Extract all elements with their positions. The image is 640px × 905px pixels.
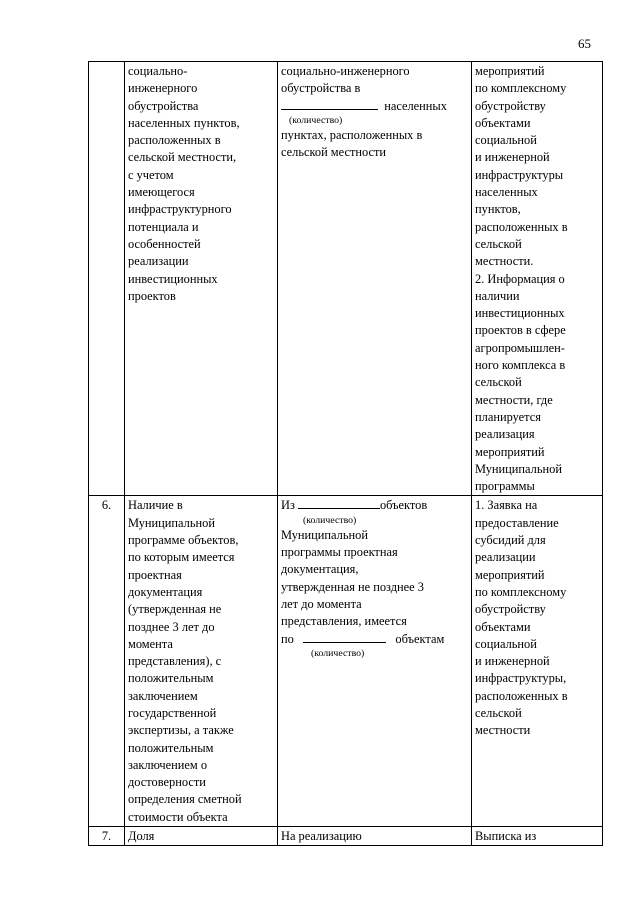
cell-line: социальной — [475, 636, 537, 651]
cell-line: местности, где — [475, 392, 553, 407]
cell-line: сельской — [475, 705, 522, 720]
page-number: 65 — [578, 36, 591, 51]
cell-line: положительным — [128, 671, 214, 686]
cell-line: планируется — [475, 409, 541, 424]
value-line-blank: Из объектов — [281, 498, 428, 513]
cell-line: расположенных в — [475, 219, 568, 234]
cell-line: предоставление — [475, 515, 559, 530]
cell-line: программы — [475, 479, 535, 494]
cell-line: проектов в сфере — [475, 323, 566, 338]
cell-line: заключением о — [128, 757, 208, 772]
blank-caption: (количество) — [303, 514, 357, 526]
blank-caption: (количество) — [289, 114, 343, 126]
cell-line: Наличие в — [128, 498, 183, 513]
row-number-cell — [89, 62, 125, 496]
cell-line: с учетом — [128, 167, 174, 182]
cell-line: по комплексному — [475, 584, 567, 599]
cell-line: инвестиционных — [128, 271, 218, 286]
cell-line: потенциала и — [128, 219, 199, 234]
cell-line: обустройству — [475, 602, 546, 617]
value-line: сельской местности — [281, 145, 387, 160]
value-line: лет до момента — [281, 596, 362, 611]
blank-underline — [303, 631, 386, 643]
cell-line: по комплексному — [475, 81, 567, 96]
cell-line: положительным — [128, 740, 214, 755]
cell-line: пунктов, — [475, 202, 521, 217]
value-line: программы проектная — [281, 545, 398, 560]
cell-line: агропромышлен- — [475, 340, 565, 355]
cell-line: мероприятий — [475, 64, 545, 78]
value-cell — [278, 62, 472, 496]
cell-line: (утвержденная не — [128, 602, 222, 617]
value-line-blank: по объектам — [281, 631, 445, 646]
cell-line: инфраструктуры, — [475, 671, 567, 686]
cell-line: мероприятий — [475, 567, 545, 582]
documents-cell: Выписка из — [472, 827, 603, 846]
cell-line: момента — [128, 636, 173, 651]
value-line: представления, имеется — [281, 614, 407, 629]
cell-line: и инженерной — [475, 150, 550, 165]
cell-line: экспертизы, а также — [128, 723, 234, 738]
value-line: Муниципальной — [281, 527, 368, 542]
cell-line: программе объектов, — [128, 533, 239, 548]
cell-line: определения сметной — [128, 792, 242, 807]
cell-line: местности. — [475, 254, 534, 269]
cell-line: Муниципальной — [128, 515, 215, 530]
table-row — [89, 496, 603, 827]
cell-line: сельской — [475, 236, 522, 251]
value-line: пунктах, расположенных в — [281, 127, 423, 142]
value-line: социально-инженерного — [281, 64, 410, 78]
value-line: утвержденная не позднее 3 — [281, 579, 424, 594]
value-cell — [278, 496, 472, 827]
cell-line: сельской местности, — [128, 150, 237, 165]
cell-line: субсидий для — [475, 533, 546, 548]
cell-line: инфраструктурного — [128, 202, 232, 217]
value-line: документация, — [281, 562, 359, 577]
cell-line: 2. Информация о — [475, 271, 565, 286]
cell-line: населенных пунктов, — [128, 115, 240, 130]
cell-line: реализация — [475, 427, 535, 442]
cell-line: и инженерной — [475, 654, 550, 669]
table-row — [89, 62, 603, 496]
cell-line: сельской — [475, 375, 522, 390]
cell-line: инфраструктуры — [475, 167, 564, 182]
cell-line: мероприятий — [475, 444, 545, 459]
cell-line: Муниципальной — [475, 461, 562, 476]
cell-line: стоимости объекта — [128, 809, 228, 824]
cell-line: обустройства — [128, 98, 199, 113]
value-line: обустройства в — [281, 81, 361, 96]
cell-line: имеющегося — [128, 185, 195, 200]
cell-line: 1. Заявка на — [475, 498, 538, 513]
cell-line: достоверности — [128, 775, 206, 790]
documents-cell — [472, 62, 603, 496]
blank-caption: (количество) — [311, 647, 365, 659]
cell-line: местности — [475, 723, 531, 738]
cell-line: государственной — [128, 705, 217, 720]
cell-line: документация — [128, 584, 203, 599]
cell-line: расположенных в — [128, 133, 221, 148]
cell-line: социальной — [475, 133, 537, 148]
value-line-blank: населенных — [281, 98, 468, 115]
row-number-cell: 7. — [89, 827, 125, 846]
cell-line: инженерного — [128, 81, 198, 96]
criterion-cell: Доля — [125, 827, 278, 846]
cell-line: социально- — [128, 64, 188, 78]
criterion-cell — [125, 496, 278, 827]
documents-cell — [472, 496, 603, 827]
cell-line: реализации — [475, 550, 536, 565]
cell-line: проектная — [128, 567, 182, 582]
cell-line: проектов — [128, 288, 176, 303]
cell-line: наличии — [475, 288, 520, 303]
cell-line: населенных — [475, 185, 538, 200]
cell-line: инвестиционных — [475, 306, 565, 321]
cell-line: расположенных в — [475, 688, 568, 703]
cell-line: позднее 3 лет до — [128, 619, 215, 634]
criterion-cell — [125, 62, 278, 496]
cell-line: реализации — [128, 254, 189, 269]
cell-line: объектами — [475, 619, 531, 634]
blank-underline — [281, 98, 378, 110]
blank-underline — [298, 497, 380, 509]
row-number-cell: 6. — [89, 496, 125, 827]
cell-line: обустройству — [475, 98, 546, 113]
criteria-table — [88, 61, 603, 846]
cell-line: особенностей — [128, 236, 201, 251]
value-cell: На реализацию — [278, 827, 472, 846]
cell-line: представления), с — [128, 654, 222, 669]
table-row — [89, 827, 603, 846]
cell-line: объектами — [475, 115, 531, 130]
cell-line: ного комплекса в — [475, 358, 566, 373]
cell-line: по которым имеется — [128, 550, 235, 565]
cell-line: заключением — [128, 688, 198, 703]
